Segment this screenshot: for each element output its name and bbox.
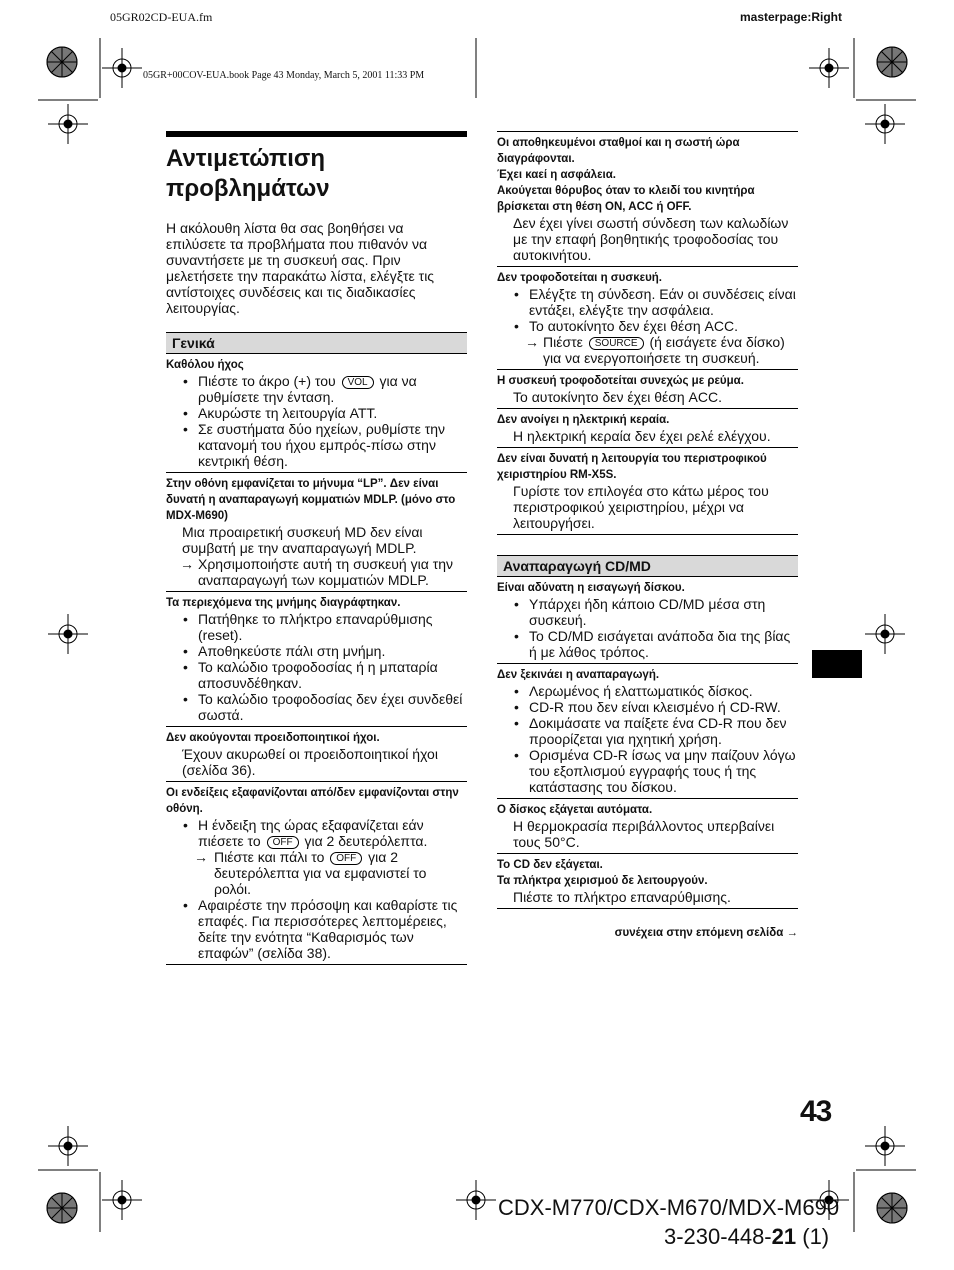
left-column	[166, 131, 467, 965]
problem-heading: Δεν ανοίγει η ηλεκτρική κεραία.	[497, 414, 670, 426]
title-rule	[166, 131, 467, 137]
trouble-entry	[497, 854, 798, 909]
solution-list	[166, 373, 467, 469]
trouble-entry	[497, 664, 798, 799]
cause-text: Έχουν ακυρωθεί οι προειδοποιητικοί ήχοι (σελίδα 36).	[182, 746, 438, 778]
list-item: • Αποθηκεύστε πάλι στη μνήμη.	[166, 643, 467, 659]
list-item: • Το καλώδιο τροφοδοσίας δεν έχει συνδεθεί σωστά.	[166, 691, 467, 723]
trouble-entry	[497, 799, 798, 854]
cause-text: Το αυτοκίνητο δεν έχει θέση ACC.	[513, 389, 723, 405]
right-column	[497, 131, 798, 941]
vol-key: VOL	[342, 376, 374, 389]
crosshair-icon	[809, 48, 849, 88]
problem-heading: Η συσκευή τροφοδοτείται συνεχώς με ρεύμα.	[497, 375, 744, 387]
crosshair-icon	[865, 1126, 905, 1166]
trouble-entry	[497, 267, 798, 370]
crosshair-icon	[102, 1180, 142, 1220]
problem-heading: Οι ενδείξεις εξαφανίζονται από/δεν εμφανίζονται στην οθόνη.	[166, 787, 459, 815]
list-item: • Σε συστήματα δύο ηχείων, ρυθμίστε την κατανομή του ήχου εμπρός-πίσω στην κεντρική θέση.	[166, 421, 467, 469]
list-item: • Λερωμένος ή ελαττωματικός δίσκος.	[497, 683, 798, 699]
continue-next-page: συνέχεια στην επόμενη σελίδα →	[614, 927, 798, 939]
cause-text: Δεν έχει γίνει σωστή σύνδεση των καλωδίων με την επαφή βοηθητικής τροφοδοσίας του αυτοκινήτου.	[513, 215, 789, 263]
list-item: • Πιέστε το άκρο (+) του VOL για να ρυθμίσετε την ένταση.	[166, 373, 467, 405]
list-item: • Δοκιμάσατε να παίξετε ένα CD-R που δεν προορίζεται για ηχητική χρήση.	[497, 715, 798, 747]
section-heading-general: Γενικά	[166, 332, 467, 354]
crosshair-icon	[865, 104, 905, 144]
trouble-entry	[497, 577, 798, 664]
list-item: • Ακυρώστε τη λειτουργία ATT.	[166, 405, 467, 421]
remedy-text: → Πιέστε SOURCE (ή εισάγετε ένα δίσκο) για να ενεργοποιήσετε τη συσκευή.	[525, 334, 785, 366]
problem-heading: Δεν είναι δυνατή η λειτουργία του περιστροφικού χειριστηρίου RM-X5S.	[497, 453, 767, 481]
arrow-icon: →	[194, 849, 208, 865]
part-number: 3-230-448-21 (1)	[664, 1224, 830, 1249]
trouble-entry	[166, 727, 467, 782]
trouble-entry	[166, 473, 467, 592]
solution-list	[497, 286, 798, 334]
section-tab	[812, 650, 862, 678]
list-item: • Η ένδειξη της ώρας εξαφανίζεται εάν πιέσετε το OFF για 2 δευτερόλεπτα.	[166, 817, 467, 849]
cause-text: Η θερμοκρασία περιβάλλοντος υπερβαίνει τους 50°C.	[513, 818, 775, 850]
trouble-entry	[497, 131, 798, 267]
arrow-icon: →	[180, 556, 194, 572]
list-item: • Ελέγξτε τη σύνδεση. Εάν οι συνδέσεις είναι εντάξει, ελέγξτε την ασφάλεια.	[497, 286, 798, 318]
list-item: • Πατήθηκε το πλήκτρο επαναρύθμισης (reset).	[166, 611, 467, 643]
problem-heading: Τα περιεχόμενα της μνήμης διαγράφτηκαν.	[166, 597, 401, 609]
registration-star-icon	[47, 1193, 77, 1223]
problem-heading: Έχει καεί η ασφάλεια.	[497, 169, 616, 181]
trouble-entry	[497, 409, 798, 448]
trouble-entry	[166, 782, 467, 965]
list-item: • Το CD/MD εισάγεται ανάποδα δια της βίας ή με λάθος τρόπος.	[497, 628, 798, 660]
trouble-entry	[497, 370, 798, 409]
list-item: • Υπάρχει ήδη κάποιο CD/MD μέσα στη συσκευή.	[497, 596, 798, 628]
cause-text: Γυρίστε τον επιλογέα στο κάτω μέρος του περιστροφικού χειριστηρίου, μέχρι να λειτουργήσει.	[513, 483, 769, 531]
trouble-entry	[166, 354, 467, 473]
solution-list	[166, 611, 467, 723]
remedy-text: → Χρησιμοποιήστε αυτή τη συσκευή για την αναπαραγωγή των κομματιών MDLP.	[180, 556, 454, 588]
solution-list	[497, 596, 798, 660]
crosshair-icon	[865, 614, 905, 654]
model-numbers: CDX-M770/CDX-M670/MDX-M690	[498, 1195, 840, 1220]
list-item: • CD-R που δεν είναι κλεισμένο ή CD-RW.	[497, 699, 798, 715]
problem-heading: Το CD δεν εξάγεται.	[497, 859, 603, 871]
crosshair-icon	[102, 48, 142, 88]
crosshair-icon	[456, 1180, 496, 1220]
problem-heading: Δεν τροφοδοτείται η συσκευή.	[497, 272, 663, 284]
crosshair-icon	[48, 104, 88, 144]
cause-text: Η ηλεκτρική κεραία δεν έχει ρελέ ελέγχου.	[513, 428, 771, 444]
problem-heading: Ο δίσκος εξάγεται αυτόματα.	[497, 804, 653, 816]
problem-heading: Δεν ξεκινάει η αναπαραγωγή.	[497, 669, 660, 681]
registration-star-icon	[47, 47, 77, 77]
list-item: • Το αυτοκίνητο δεν έχει θέση ACC.	[497, 318, 798, 334]
list-item: • Το καλώδιο τροφοδοσίας ή η μπαταρία αποσυνδέθηκαν.	[166, 659, 467, 691]
source-key: SOURCE	[589, 337, 644, 350]
list-item: • Αφαιρέστε την πρόσοψη και καθαρίστε τις επαφές. Για περισσότερες λεπτομέρειες, δείτε την ενότητα “Καθαρισμός των επαφών” (σελίδα 38).	[166, 897, 467, 961]
trouble-entry	[497, 448, 798, 535]
problem-heading: Στην οθόνη εμφανίζεται το μήνυμα “LP”. Δεν είναι δυνατή η αναπαραγωγή κομματιών MDLP. (μόνο στο MDX-M690)	[166, 478, 456, 522]
problem-heading: Τα πλήκτρα χειρισμού δε λειτουργούν.	[497, 875, 708, 887]
crosshair-icon	[48, 614, 88, 654]
book-info: 05GR+00COV-EUA.book Page 43 Monday, March 5, 2001 11:33 PM	[143, 70, 425, 81]
problem-heading: Οι αποθηκευμένοι σταθμοί και η σωστή ώρα διαγράφονται.	[497, 137, 740, 165]
crosshair-icon	[48, 1126, 88, 1166]
problem-heading: Ακούγεται θόρυβος όταν το κλειδί του κινητήρα βρίσκεται στη θέση ON, ACC ή OFF.	[497, 185, 755, 213]
solution-list	[166, 817, 467, 849]
section-heading-cdmd: Αναπαραγωγή CD/MD	[497, 555, 798, 577]
arrow-icon: →	[525, 334, 539, 350]
page-title: Αντιμετώπιση προβλημάτων	[166, 145, 330, 202]
off-key: OFF	[267, 836, 299, 849]
intro-paragraph: Η ακόλουθη λίστα θα σας βοηθήσει να επιλύσετε τα προβλήματα που πιθανόν να συναντήσετε με τη συσκευή σας. Πριν μελετήσετε την παρακάτω λίστα, ελέγξτε τις αντίστοιχες συνδέσεις και τις διαδικασίες λειτουργίας.	[166, 220, 435, 316]
solution-list	[166, 897, 467, 961]
list-item: • Ορισμένα CD-R ίσως να μην παίζουν λόγω του εξοπλισμού εγγραφής τους ή της κατάστασης του δίσκου.	[497, 747, 798, 795]
off-key: OFF	[330, 852, 362, 865]
trouble-entry	[166, 592, 467, 727]
remedy-text: → Πιέστε και πάλι το OFF για 2 δευτερόλεπτα για να εμφανιστεί το ρολόι.	[194, 849, 427, 897]
cause-text: Μια προαιρετική συσκευή MD δεν είναι συμβατή με την αναπαραγωγή MDLP.	[182, 524, 423, 556]
registration-star-icon	[877, 47, 907, 77]
masterpage-label: masterpage:Right	[739, 10, 842, 24]
problem-heading: Δεν ακούγονται προειδοποιητικοί ήχοι.	[166, 732, 380, 744]
registration-star-icon	[877, 1193, 907, 1223]
problem-heading: Καθόλου ήχος	[166, 359, 244, 371]
file-name: 05GR02CD-EUA.fm	[110, 10, 213, 24]
problem-heading: Είναι αδύνατη η εισαγωγή δίσκου.	[497, 582, 685, 594]
page-number: 43	[800, 1095, 832, 1128]
cause-text: Πιέστε το πλήκτρο επαναρύθμισης.	[513, 889, 731, 905]
solution-list	[497, 683, 798, 795]
